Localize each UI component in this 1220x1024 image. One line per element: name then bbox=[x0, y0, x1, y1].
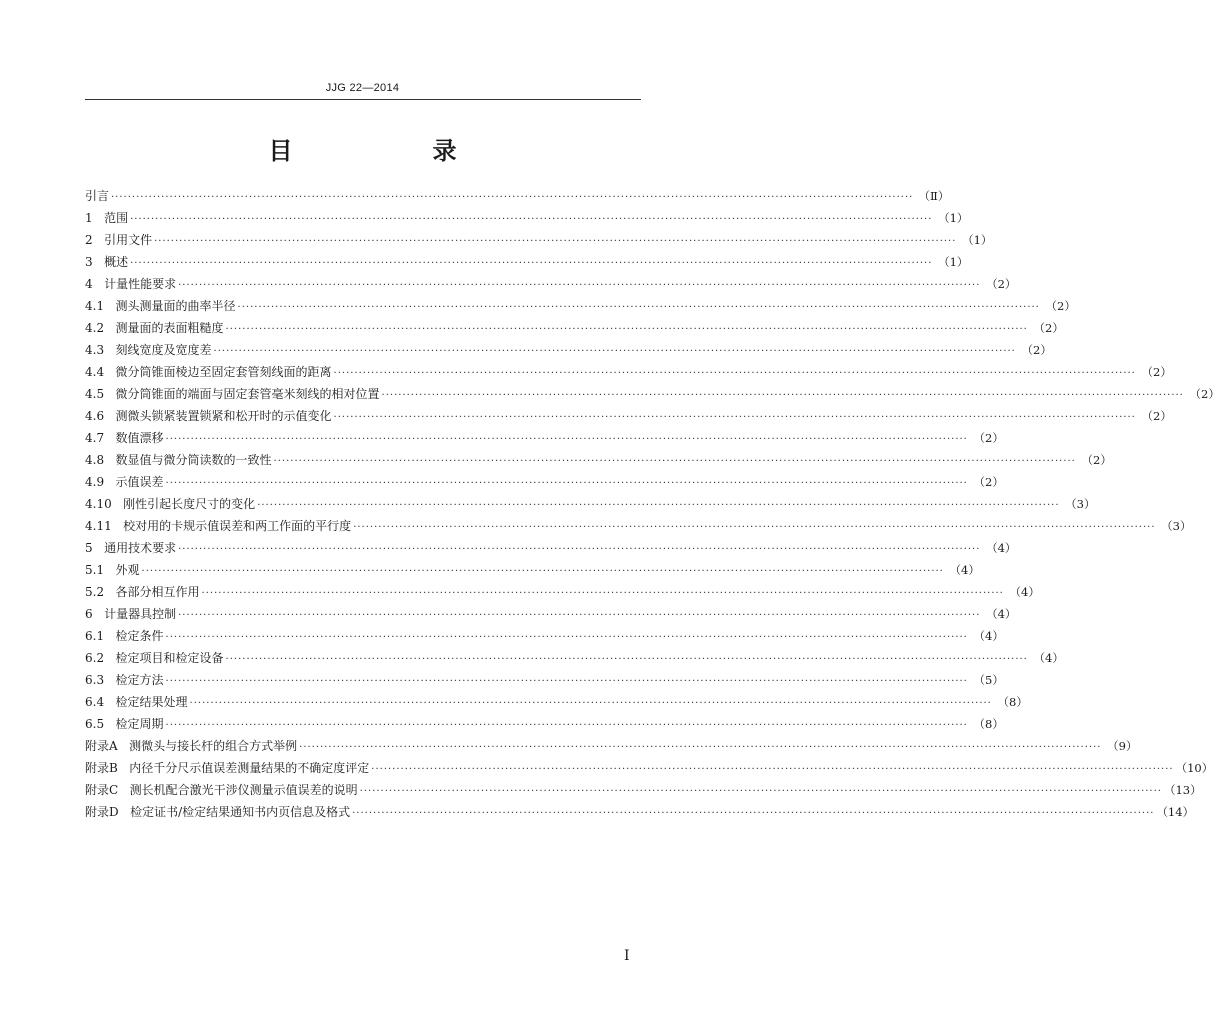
toc-entry-number: 4.5 bbox=[85, 387, 116, 401]
toc-entry-page: （3） bbox=[1065, 497, 1096, 511]
toc-entry-page: （4） bbox=[949, 563, 980, 577]
toc-entry-number: 6.2 bbox=[85, 651, 116, 665]
toc-entry-page: （10） bbox=[1175, 761, 1214, 775]
toc-entry-page: （1） bbox=[938, 255, 969, 269]
toc-entry-title: 通用技术要求 bbox=[104, 541, 177, 555]
toc-entry-number: 4.4 bbox=[85, 365, 116, 379]
toc-entry-page: （2） bbox=[973, 431, 1004, 445]
toc-leader-dots bbox=[257, 495, 1059, 517]
toc-entry-title: 数值漂移 bbox=[115, 431, 164, 445]
toc-entry-title: 测长机配合激光干涉仪测量示值误差的说明 bbox=[129, 783, 358, 797]
toc-leader-dots bbox=[166, 671, 968, 693]
toc-entry-title: 检定证书/检定结果通知书内页信息及格式 bbox=[130, 805, 351, 819]
toc-entry-number: 1 bbox=[85, 211, 105, 225]
toc-entry[interactable] bbox=[85, 735, 1138, 757]
toc-leader-dots bbox=[238, 297, 1040, 319]
toc-entry[interactable] bbox=[85, 361, 1172, 383]
toc-entry[interactable] bbox=[85, 757, 1214, 779]
toc-entry-page: （2） bbox=[986, 277, 1017, 291]
toc-entry[interactable] bbox=[85, 295, 1076, 317]
toc-entry-title: 测头测量面的曲率半径 bbox=[115, 299, 236, 313]
toc-entry-title: 引言 bbox=[85, 189, 110, 203]
toc-entry-page: （4） bbox=[986, 541, 1017, 555]
toc-entry-page: （9） bbox=[1107, 739, 1138, 753]
toc-entry-title: 检定方法 bbox=[115, 673, 164, 687]
toc-entry-number: 4.11 bbox=[85, 519, 124, 533]
toc-leader-dots bbox=[214, 341, 1016, 363]
toc-entry-title: 检定周期 bbox=[115, 717, 164, 731]
toc-entry-title: 外观 bbox=[115, 563, 140, 577]
toc-leader-dots bbox=[334, 407, 1136, 429]
toc-entry-number: 附录C bbox=[85, 783, 130, 797]
toc-leader-dots bbox=[166, 715, 968, 737]
toc-leader-dots bbox=[190, 693, 992, 715]
toc-entry-page: （5） bbox=[973, 673, 1004, 687]
toc-entry-number: 6 bbox=[85, 607, 105, 621]
toc-leader-dots bbox=[178, 275, 980, 297]
toc-leader-dots bbox=[178, 605, 980, 627]
toc-entry-number: 4.3 bbox=[85, 343, 116, 357]
toc-entry-number: 4.6 bbox=[85, 409, 116, 423]
toc-entry-page: （2） bbox=[1033, 321, 1064, 335]
toc-entry-page: （4） bbox=[973, 629, 1004, 643]
toc-leader-dots bbox=[334, 363, 1136, 385]
toc-entry-title: 测微头锁紧装置锁紧和松开时的示值变化 bbox=[115, 409, 332, 423]
toc-entry[interactable] bbox=[85, 801, 1195, 823]
toc-entry-title: 各部分相互作用 bbox=[115, 585, 200, 599]
toc-entry[interactable] bbox=[85, 339, 1052, 361]
toc-entry[interactable] bbox=[85, 647, 1064, 669]
toc-entry[interactable] bbox=[85, 669, 1004, 691]
toc-entry-title: 刻线宽度及宽度差 bbox=[115, 343, 212, 357]
toc-entry-number: 6.3 bbox=[85, 673, 116, 687]
toc-entry-number: 6.1 bbox=[85, 629, 116, 643]
toc-leader-dots bbox=[371, 759, 1173, 781]
toc-entry-number: 5.1 bbox=[85, 563, 116, 577]
toc-entry-page: （13） bbox=[1163, 783, 1202, 797]
toc-entry-title: 微分筒锥面棱边至固定套管刻线面的距离 bbox=[115, 365, 332, 379]
toc-entry-page: （1） bbox=[938, 211, 969, 225]
toc-entry[interactable] bbox=[85, 273, 1017, 295]
toc-entry-page: （2） bbox=[1141, 409, 1172, 423]
toc-entry[interactable] bbox=[85, 405, 1172, 427]
toc-entry[interactable] bbox=[85, 603, 1017, 625]
toc-entry-number: 附录A bbox=[85, 739, 130, 753]
toc-entry-number: 4.1 bbox=[85, 299, 116, 313]
toc-entry[interactable] bbox=[85, 207, 969, 229]
toc-entry-title: 概述 bbox=[104, 255, 129, 269]
toc-leader-dots bbox=[166, 429, 968, 451]
toc-entry[interactable] bbox=[85, 471, 1004, 493]
toc-leader-dots bbox=[274, 451, 1076, 473]
toc-entry-page: （Ⅱ） bbox=[918, 189, 950, 203]
toc-entry-page: （14） bbox=[1156, 805, 1195, 819]
toc-entry-title: 微分筒锥面的端面与固定套管毫米刻线的相对位置 bbox=[115, 387, 380, 401]
toc-entry[interactable] bbox=[85, 691, 1028, 713]
toc-leader-dots bbox=[166, 473, 968, 495]
toc-leader-dots bbox=[130, 253, 932, 275]
toc-leader-dots bbox=[360, 781, 1162, 803]
toc-entry-number: 5.2 bbox=[85, 585, 116, 599]
toc-entry-number: 附录B bbox=[85, 761, 130, 775]
toc-entry-title: 测微头与接长杆的组合方式举例 bbox=[129, 739, 298, 753]
toc-entry[interactable] bbox=[85, 317, 1064, 339]
toc-entry[interactable] bbox=[85, 559, 980, 581]
table-of-contents bbox=[85, 185, 1220, 823]
toc-entry-title: 测量面的表面粗糙度 bbox=[115, 321, 224, 335]
toc-entry-page: （3） bbox=[1161, 519, 1192, 533]
toc-leader-dots bbox=[154, 231, 956, 253]
toc-entry-page: （4） bbox=[1009, 585, 1040, 599]
toc-entry-page: （4） bbox=[1033, 651, 1064, 665]
toc-leader-dots bbox=[178, 539, 980, 561]
toc-entry-page: （2） bbox=[1021, 343, 1052, 357]
toc-entry-number: 5 bbox=[85, 541, 105, 555]
toc-entry[interactable] bbox=[85, 383, 1220, 405]
toc-entry-number: 4.2 bbox=[85, 321, 116, 335]
toc-entry-title: 引用文件 bbox=[104, 233, 153, 247]
toc-entry[interactable] bbox=[85, 229, 993, 251]
toc-entry[interactable] bbox=[85, 515, 1192, 537]
toc-leader-dots bbox=[352, 803, 1154, 825]
toc-entry-page: （2） bbox=[1081, 453, 1112, 467]
toc-entry-number: 4.10 bbox=[85, 497, 124, 511]
toc-entry-title: 检定项目和检定设备 bbox=[115, 651, 224, 665]
toc-entry[interactable] bbox=[85, 713, 1004, 735]
toc-entry-number: 6.4 bbox=[85, 695, 116, 709]
toc-entry[interactable] bbox=[85, 251, 969, 273]
toc-leader-dots bbox=[226, 319, 1028, 341]
toc-entry-page: （8） bbox=[973, 717, 1004, 731]
toc-entry-title: 刚性引起长度尺寸的变化 bbox=[123, 497, 256, 511]
toc-entry-number: 4.8 bbox=[85, 453, 116, 467]
toc-entry-page: （4） bbox=[986, 607, 1017, 621]
toc-leader-dots bbox=[142, 561, 944, 583]
toc-leader-dots bbox=[299, 737, 1101, 759]
toc-entry[interactable] bbox=[85, 625, 1004, 647]
toc-entry[interactable] bbox=[85, 449, 1112, 471]
toc-leader-dots bbox=[226, 649, 1028, 671]
toc-entry[interactable] bbox=[85, 427, 1004, 449]
toc-entry-title: 计量性能要求 bbox=[104, 277, 177, 291]
toc-entry-page: （2） bbox=[973, 475, 1004, 489]
page-title: 目 录 bbox=[268, 137, 515, 165]
toc-entry-page: （1） bbox=[962, 233, 993, 247]
toc-entry-title: 计量器具控制 bbox=[104, 607, 177, 621]
toc-entry[interactable] bbox=[85, 581, 1040, 603]
toc-entry-page: （2） bbox=[1141, 365, 1172, 379]
toc-entry-page: （2） bbox=[1189, 387, 1220, 401]
toc-entry-page: （8） bbox=[997, 695, 1028, 709]
toc-entry[interactable] bbox=[85, 779, 1202, 801]
toc-leader-dots bbox=[166, 627, 968, 649]
toc-entry-title: 范围 bbox=[104, 211, 129, 225]
toc-leader-dots bbox=[202, 583, 1004, 605]
toc-leader-dots bbox=[353, 517, 1155, 539]
page-number: I bbox=[624, 948, 630, 964]
toc-entry-title: 检定结果处理 bbox=[115, 695, 188, 709]
toc-entry-title: 内径千分尺示值误差测量结果的不确定度评定 bbox=[129, 761, 370, 775]
toc-entry[interactable] bbox=[85, 185, 950, 207]
toc-entry-number: 6.5 bbox=[85, 717, 116, 731]
toc-entry-number: 4 bbox=[85, 277, 105, 291]
toc-entry-number: 附录D bbox=[85, 805, 131, 819]
toc-entry-number: 4.7 bbox=[85, 431, 116, 445]
toc-entry-title: 检定条件 bbox=[115, 629, 164, 643]
toc-leader-dots bbox=[111, 187, 913, 209]
toc-leader-dots bbox=[382, 385, 1184, 407]
toc-entry[interactable] bbox=[85, 537, 1017, 559]
toc-entry[interactable] bbox=[85, 493, 1096, 515]
standard-code: JJG 22—2014 bbox=[325, 82, 400, 94]
toc-entry-page: （2） bbox=[1045, 299, 1076, 313]
toc-entry-title: 校对用的卡规示值误差和两工作面的平行度 bbox=[123, 519, 352, 533]
toc-entry-number: 3 bbox=[85, 255, 105, 269]
toc-leader-dots bbox=[130, 209, 932, 231]
toc-entry-number: 2 bbox=[85, 233, 105, 247]
toc-entry-number: 4.9 bbox=[85, 475, 116, 489]
toc-entry-title: 示值误差 bbox=[115, 475, 164, 489]
header-divider bbox=[85, 99, 641, 100]
toc-entry-title: 数显值与微分筒读数的一致性 bbox=[115, 453, 272, 467]
